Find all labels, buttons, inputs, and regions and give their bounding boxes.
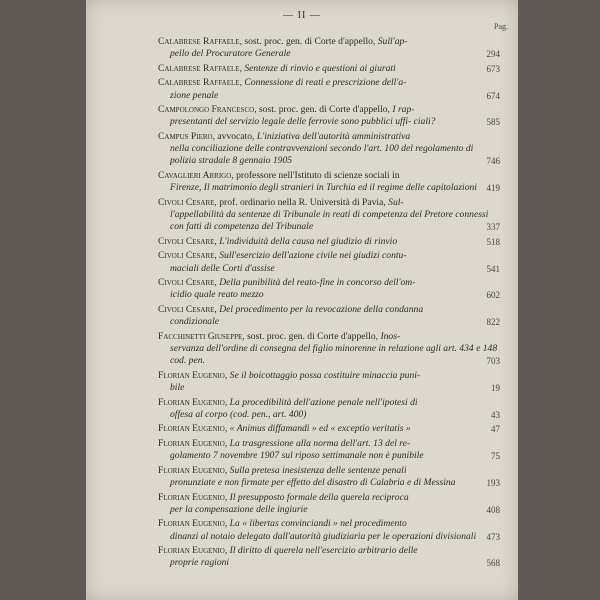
entry-first-line	[158, 131, 498, 143]
entry-title: L'individuità della causa nel giudizio di rinvio	[219, 235, 398, 247]
entry-continuation: nella conciliazione delle contravvenzioni secondo l'art. 100 del regolamento di polizia stradale 8 gennaio 1905	[170, 143, 474, 167]
entry-page-number: 674	[486, 90, 500, 101]
entry-page-number: 473	[486, 531, 500, 542]
index-entry	[158, 331, 498, 368]
entry-first-line	[158, 36, 498, 48]
entry-title: Se il boicottaggio possa costituire minaccia puni-	[229, 369, 421, 381]
entry-first-line	[158, 545, 498, 557]
entry-author: Campus Piero	[158, 130, 213, 142]
entry-page-number: 75	[491, 451, 500, 462]
entry-first-line	[158, 77, 498, 89]
index-entry	[158, 518, 498, 542]
entry-affiliation: ,	[224, 491, 230, 503]
entry-page-number: 408	[486, 504, 500, 515]
entry-page-number: 703	[486, 356, 500, 367]
entry-first-line	[158, 277, 498, 289]
entry-page-number: 518	[486, 236, 500, 247]
entry-author: Campolongo Francesco	[158, 104, 255, 116]
entry-first-line	[158, 518, 498, 530]
entry-author: Florian Eugenio	[158, 491, 225, 503]
entry-author: Civoli Cesare	[158, 303, 215, 315]
entry-first-line	[158, 250, 498, 262]
entry-author: Florian Eugenio	[158, 518, 225, 530]
entry-author: Florian Eugenio	[158, 437, 225, 449]
index-entry	[158, 77, 498, 101]
entry-first-line	[158, 370, 498, 382]
index-entry	[158, 236, 498, 248]
entry-title: « Animus diffamandi » ed « exceptio veritatis »	[229, 423, 411, 435]
entry-author: Florian Eugenio	[158, 464, 225, 476]
page-column-label: Pag.	[494, 22, 508, 31]
entry-title: Sentenze di rinvio e questioni ai giurati	[244, 62, 396, 74]
entry-affiliation: , professore nell'Istituto di scienze sociali in	[231, 169, 400, 181]
entry-affiliation: ,	[214, 250, 220, 262]
entry-affiliation: ,	[224, 518, 230, 530]
entry-author: Cavaglieri Arrigo	[158, 169, 232, 181]
entry-first-line	[158, 331, 498, 343]
entry-affiliation: ,	[214, 303, 220, 315]
index-entry	[158, 304, 498, 328]
entry-title: Il diritto di querela nell'esercizio arbitrario delle	[229, 545, 418, 557]
entry-author: Florian Eugenio	[158, 545, 225, 557]
entry-first-line	[158, 63, 498, 75]
entry-title: La trasgressione alla norma dell'art. 13 del re-	[229, 437, 411, 449]
index-entry	[158, 104, 498, 128]
index-entry	[158, 250, 498, 274]
entry-continuation: presentanti del servizio legale delle ferrovie sono pubblici uffi- ciali?	[170, 116, 436, 128]
entry-affiliation: ,	[239, 62, 245, 74]
index-entry	[158, 36, 498, 60]
entry-affiliation: ,	[224, 396, 230, 408]
entry-author: Civoli Cesare	[158, 196, 215, 208]
entry-page-number: 541	[486, 263, 500, 274]
entry-continuation: pello del Procuratore Generale	[170, 48, 291, 60]
entry-affiliation: ,	[224, 437, 230, 449]
entry-page-number: 568	[486, 558, 500, 569]
entry-continuation: dinanzi al notaio delegato dall'autorità giudiziaria per le operazioni divisionali	[170, 530, 477, 542]
entry-author: Calabrese Raffaele	[158, 62, 240, 74]
entry-first-line	[158, 438, 498, 450]
entry-title: Sull'ap-	[377, 36, 408, 47]
entry-title: Del procedimento per la revocazione della condanna	[219, 303, 424, 315]
entry-continuation: icidio quale reato mezzo	[170, 289, 264, 301]
index-entries	[158, 36, 498, 572]
entry-title: Sull'esercizio dell'azione civile nei giudizi contu-	[219, 250, 407, 262]
entry-first-line	[158, 197, 498, 209]
index-entry	[158, 423, 498, 435]
entry-continuation: maciali delle Corti d'assise	[170, 262, 275, 274]
entry-continuation: bile	[170, 381, 185, 393]
entry-affiliation: ,	[214, 277, 220, 289]
entry-first-line	[158, 104, 498, 116]
entry-author: Civoli Cesare	[158, 277, 215, 289]
entry-affiliation: ,	[214, 235, 220, 247]
entry-continuation: offesa al corpo (cod. pen., art. 400)	[170, 408, 307, 420]
index-entry	[158, 545, 498, 569]
entry-affiliation: ,	[239, 77, 245, 89]
entry-page-number: 673	[486, 63, 500, 74]
index-entry	[158, 197, 498, 234]
entry-title: Inos-	[380, 330, 401, 342]
index-entry	[158, 465, 498, 489]
entry-title: Connessione di reati e prescrizione dell'a-	[244, 77, 407, 89]
entry-affiliation: ,	[224, 369, 230, 381]
entry-first-line	[158, 170, 498, 182]
entry-continuation: zione penale	[170, 89, 219, 101]
entry-affiliation: , sost. proc. gen. di Corte d'appello,	[242, 330, 381, 342]
entry-page-number: 47	[491, 424, 500, 435]
entry-first-line	[158, 492, 498, 504]
index-entry	[158, 370, 498, 394]
entry-continuation: golamento 7 novembre 1907 sul riposo settimanale non è punibile	[170, 450, 424, 462]
entry-first-line	[158, 423, 498, 435]
document-page	[86, 0, 518, 600]
entry-continuation: proprie ragioni	[170, 557, 230, 569]
entry-continuation: l'appellabilità da sentenze di Tribunale in reati di competenza del Pretore connessi con fatti di competenza del Tribunale	[170, 208, 489, 233]
entry-continuation: Firenze, Il matrimonio degli stranieri in Turchia ed il regime delle capitolazioni	[170, 182, 477, 194]
entry-title: L'iniziativa dell'autorità amministrativa	[256, 130, 411, 142]
entry-affiliation: , sost. proc. gen. di Corte d'appello,	[254, 104, 393, 116]
entry-page-number: 337	[486, 222, 500, 233]
page-header: — II —	[283, 10, 321, 21]
entry-title: Il presupposto formale della querela reciproca	[229, 491, 409, 503]
entry-page-number: 585	[486, 117, 500, 128]
entry-page-number: 746	[486, 156, 500, 167]
entry-affiliation: ,	[224, 545, 230, 557]
entry-title: Sul-	[388, 196, 404, 208]
entry-author: Florian Eugenio	[158, 423, 225, 435]
entry-continuation: condizionale	[170, 316, 220, 328]
index-entry	[158, 277, 498, 301]
entry-author: Civoli Cesare	[158, 250, 215, 262]
index-entry	[158, 170, 498, 194]
index-entry	[158, 438, 498, 462]
entry-continuation: servanza dell'ordine di consegna del figlio minorenne in relazione agli art. 434 e 148 cod. pen.	[170, 342, 498, 367]
index-entry	[158, 397, 498, 421]
entry-author: Florian Eugenio	[158, 369, 225, 381]
entry-affiliation: , prof. ordinario nella R. Università di Pavia,	[214, 196, 389, 208]
entry-affiliation: ,	[224, 464, 230, 476]
entry-continuation: pronunziate e non firmate per effetto del disastro di Calabria e di Messina	[170, 476, 456, 488]
entry-author: Florian Eugenio	[158, 396, 225, 408]
entry-page-number: 19	[491, 382, 500, 393]
entry-title: I rap-	[392, 104, 415, 116]
entry-page-number: 193	[486, 477, 500, 488]
entry-page-number: 602	[486, 290, 500, 301]
entry-author: Calabrese Raffaele	[158, 77, 240, 89]
entry-first-line	[158, 304, 498, 316]
index-entry	[158, 492, 498, 516]
index-entry	[158, 131, 498, 168]
entry-title: La « libertas convinciandi » nel procedimento	[229, 518, 407, 530]
entry-affiliation: , sost. proc. gen. di Corte d'appello,	[239, 36, 378, 47]
entry-page-number: 43	[491, 409, 500, 420]
entry-first-line	[158, 236, 498, 248]
entry-continuation: per la compensazione delle ingiurie	[170, 503, 308, 515]
entry-first-line	[158, 465, 498, 477]
entry-page-number: 294	[486, 49, 500, 60]
entry-title: La procedibilità dell'azione penale nell'ipotesi di	[229, 396, 418, 408]
entry-first-line	[158, 397, 498, 409]
entry-page-number: 822	[486, 317, 500, 328]
entry-affiliation: ,	[224, 423, 230, 435]
entry-title: Sulla pretesa inesistenza delle sentenze penali	[229, 464, 407, 476]
index-entry	[158, 63, 498, 75]
entry-author: Civoli Cesare	[158, 235, 215, 247]
entry-page-number: 419	[486, 183, 500, 194]
entry-title: Della punibilità del reato-fine in concorso dell'om-	[219, 277, 416, 289]
entry-author: Facchinetti Giuseppe	[158, 330, 243, 342]
entry-author: Calabrese Raffaele	[158, 36, 240, 47]
entry-affiliation: , avvocato,	[212, 130, 257, 142]
